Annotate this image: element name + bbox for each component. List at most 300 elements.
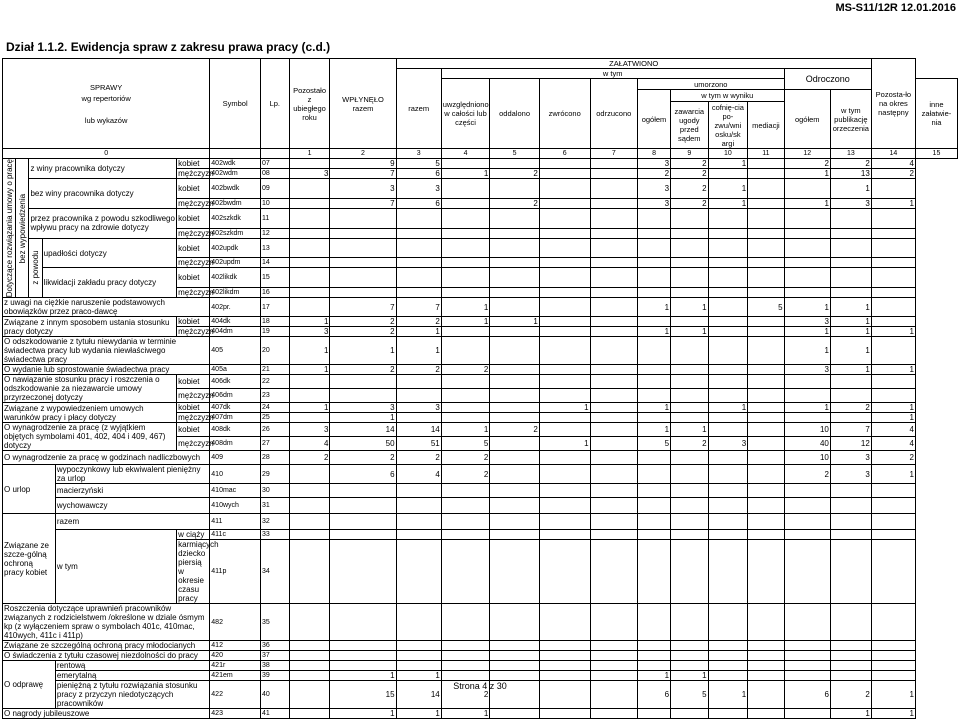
row-symbol: 423 — [210, 709, 261, 719]
row-symbol: 406dm — [210, 389, 261, 403]
row-symbol: 412 — [210, 641, 261, 651]
row-value — [784, 498, 830, 514]
row-label-kobiet: kobiet — [177, 268, 210, 288]
row-value: 2 — [441, 681, 490, 709]
row-value — [871, 641, 915, 651]
row-value — [330, 514, 396, 530]
row-value — [330, 288, 396, 298]
row-value — [637, 268, 670, 288]
row-lp: 07 — [260, 159, 289, 169]
row-value — [784, 375, 830, 389]
row-value — [330, 540, 396, 604]
table-row — [3, 337, 958, 365]
row-value: 3 — [708, 437, 748, 451]
row-lp: 27 — [260, 437, 289, 451]
row-value — [490, 651, 540, 661]
row-value — [330, 530, 396, 540]
header-odrzucono: odrzucono — [590, 79, 637, 149]
row-symbol: 420 — [210, 651, 261, 661]
row-value — [441, 484, 490, 498]
header-wplynelo: WPŁYNĘŁO razem — [330, 59, 396, 149]
row-symbol: 408dm — [210, 437, 261, 451]
row-symbol: 421r — [210, 661, 261, 671]
row-value — [396, 238, 441, 258]
header-zwrocono: zwrócono — [539, 79, 590, 149]
row-value: 4 — [396, 465, 441, 484]
row-value — [748, 651, 784, 661]
row-value — [671, 484, 708, 498]
row-symbol: 402wdm — [210, 169, 261, 179]
row-value — [490, 179, 540, 199]
row-symbol: 411p — [210, 540, 261, 604]
row-value: 1 — [330, 709, 396, 719]
table-row — [3, 365, 958, 375]
row-value — [441, 671, 490, 681]
row-value: 1 — [871, 709, 915, 719]
row-value: 1 — [330, 337, 396, 365]
row-lp: 28 — [260, 451, 289, 465]
row-value — [539, 498, 590, 514]
row-value — [748, 514, 784, 530]
row-value — [748, 159, 784, 169]
row-value — [289, 530, 330, 540]
row-value — [441, 389, 490, 403]
row-value — [539, 288, 590, 298]
row-value: 2 — [871, 169, 915, 179]
row-value — [671, 514, 708, 530]
row-value — [637, 451, 670, 465]
row-value: 1 — [441, 709, 490, 719]
row-value — [590, 671, 637, 681]
row-value: 6 — [396, 198, 441, 208]
row-value — [784, 268, 830, 288]
header-uwzgledniono: uwzględniono w całości lub części — [441, 79, 490, 149]
row-value: 4 — [871, 437, 915, 451]
row-value — [708, 604, 748, 641]
row-value — [539, 198, 590, 208]
row-value — [441, 540, 490, 604]
row-value — [490, 437, 540, 451]
column-number: 0 — [3, 149, 210, 159]
column-number: 6 — [539, 149, 590, 159]
row-value — [784, 208, 830, 228]
header-odroczono: Odroczono — [784, 69, 871, 90]
row-value — [590, 465, 637, 484]
row-value — [748, 327, 784, 337]
row-value — [671, 498, 708, 514]
header-odroczono-ogolem: ogółem — [784, 90, 830, 149]
row-value — [671, 540, 708, 604]
row-lp: 10 — [260, 198, 289, 208]
row-value — [490, 228, 540, 238]
row-value — [539, 337, 590, 365]
table-row — [3, 208, 958, 228]
row-symbol: 402bwdk — [210, 179, 261, 199]
row-value: 15 — [330, 681, 396, 709]
row-symbol: 407dm — [210, 413, 261, 423]
row-value: 1 — [871, 465, 915, 484]
row-value — [590, 540, 637, 604]
row-label-sprostowanie: O wydanie lub sprostowanie świadectwa pracy — [3, 365, 210, 375]
row-value — [830, 641, 871, 651]
row-symbol: 402updk — [210, 238, 261, 258]
row-value — [830, 258, 871, 268]
row-value: 1 — [289, 317, 330, 327]
row-value: 1 — [830, 179, 871, 199]
row-value — [871, 604, 915, 641]
row-label-pieniezna: pieniężną z tytułu rozwiązania stosunku pracy z przyczyn niedotyczących pracowników — [55, 681, 209, 709]
row-value — [539, 484, 590, 498]
header-pozostalo-next: Pozosta-ło na okres następny — [871, 59, 915, 149]
row-value — [330, 641, 396, 651]
row-value — [871, 484, 915, 498]
row-value: 4 — [871, 159, 915, 169]
row-value — [539, 514, 590, 530]
row-value — [490, 327, 540, 337]
row-label-swiadczenia: O świadczenia z tytułu czasowej niezdolności do pracy — [3, 651, 210, 661]
row-value — [671, 317, 708, 327]
row-value — [490, 484, 540, 498]
row-symbol: 402likdk — [210, 268, 261, 288]
row-value — [490, 365, 540, 375]
row-value — [830, 484, 871, 498]
row-value — [708, 451, 748, 465]
row-value — [708, 389, 748, 403]
row-value — [490, 530, 540, 540]
row-value — [637, 258, 670, 268]
row-value: 1 — [637, 423, 670, 437]
row-value — [441, 238, 490, 258]
row-value — [490, 709, 540, 719]
row-symbol: 408dk — [210, 423, 261, 437]
row-value — [871, 337, 915, 365]
row-value — [671, 238, 708, 258]
row-value: 1 — [784, 403, 830, 413]
row-label-kobiet: kobiet — [177, 179, 210, 199]
page-footer: Strona 4 z 30 — [453, 681, 507, 691]
table-row — [3, 498, 958, 514]
row-value — [637, 288, 670, 298]
row-value: 1 — [539, 437, 590, 451]
row-value — [289, 604, 330, 641]
row-value — [289, 288, 330, 298]
row-lp: 08 — [260, 169, 289, 179]
row-value — [441, 375, 490, 389]
row-value — [748, 437, 784, 451]
row-symbol: 411c — [210, 530, 261, 540]
row-value: 1 — [784, 327, 830, 337]
row-value — [830, 288, 871, 298]
row-value — [490, 604, 540, 641]
row-value — [539, 159, 590, 169]
row-value — [748, 403, 784, 413]
row-value — [289, 179, 330, 199]
row-value — [441, 413, 490, 423]
row-value — [784, 288, 830, 298]
row-label-razem: razem — [55, 514, 209, 530]
row-value — [671, 465, 708, 484]
row-value — [830, 413, 871, 423]
row-value — [748, 375, 784, 389]
row-lp: 20 — [260, 337, 289, 365]
row-value — [490, 389, 540, 403]
row-value — [784, 514, 830, 530]
row-value — [871, 268, 915, 288]
row-value: 2 — [396, 451, 441, 465]
row-value: 3 — [396, 403, 441, 413]
row-label-z-uwagi: z uwagi na ciężkie naruszenie podstawowych obowiązków przez praco-dawcę — [3, 298, 210, 317]
row-lp: 17 — [260, 298, 289, 317]
row-value — [289, 298, 330, 317]
row-value — [748, 671, 784, 681]
row-value — [871, 298, 915, 317]
row-label-odprawe: O odprawę — [3, 661, 56, 709]
row-value — [490, 540, 540, 604]
row-lp: 41 — [260, 709, 289, 719]
row-value — [490, 159, 540, 169]
row-value: 9 — [330, 159, 396, 169]
row-value: 5 — [671, 681, 708, 709]
row-value: 4 — [289, 437, 330, 451]
row-value — [590, 530, 637, 540]
row-value — [637, 365, 670, 375]
row-lp: 26 — [260, 423, 289, 437]
row-value — [330, 498, 396, 514]
row-value: 2 — [490, 169, 540, 179]
row-value — [637, 337, 670, 365]
row-value — [289, 198, 330, 208]
row-value: 2 — [671, 159, 708, 169]
row-label-w-tym: w tym — [55, 530, 176, 604]
row-value — [539, 169, 590, 179]
row-value: 6 — [396, 169, 441, 179]
row-value — [396, 375, 441, 389]
row-value: 3 — [330, 179, 396, 199]
row-value — [871, 671, 915, 681]
row-value — [748, 498, 784, 514]
row-value — [708, 671, 748, 681]
row-value: 1 — [784, 198, 830, 208]
row-value — [539, 604, 590, 641]
row-value: 2 — [396, 317, 441, 327]
row-symbol: 402szkdm — [210, 228, 261, 238]
row-value — [590, 258, 637, 268]
row-value — [539, 671, 590, 681]
row-value: 10 — [784, 423, 830, 437]
header-w-tym-wyniku: w tym w wyniku — [671, 90, 785, 102]
row-value — [830, 389, 871, 403]
row-value — [490, 413, 540, 423]
row-value — [590, 651, 637, 661]
row-symbol: 402szkdk — [210, 208, 261, 228]
row-value — [671, 451, 708, 465]
row-lp: 12 — [260, 228, 289, 238]
row-value — [784, 709, 830, 719]
row-value: 3 — [637, 159, 670, 169]
table-row — [3, 375, 958, 389]
row-value — [396, 651, 441, 661]
row-symbol: 404dk — [210, 317, 261, 327]
row-value — [441, 179, 490, 199]
row-value — [748, 423, 784, 437]
row-value: 1 — [830, 317, 871, 327]
row-value — [671, 389, 708, 403]
row-value — [289, 484, 330, 498]
header-umorzono-ogolem: ogółem — [637, 90, 670, 149]
row-label-macierzynski: macierzyński — [55, 484, 209, 498]
row-value — [590, 268, 637, 288]
row-label-kobiet: kobiet — [177, 208, 210, 228]
column-number: 9 — [671, 149, 708, 159]
row-value — [330, 268, 396, 288]
row-value — [671, 337, 708, 365]
row-value — [637, 208, 670, 228]
table-row — [3, 661, 958, 671]
row-lp: 15 — [260, 268, 289, 288]
row-value: 2 — [671, 437, 708, 451]
row-value — [708, 337, 748, 365]
row-symbol: 402updm — [210, 258, 261, 268]
row-lp: 22 — [260, 375, 289, 389]
row-value: 13 — [830, 169, 871, 179]
row-value — [396, 661, 441, 671]
row-value — [748, 228, 784, 238]
row-value: 51 — [396, 437, 441, 451]
row-value — [441, 208, 490, 228]
row-value — [784, 661, 830, 671]
row-value: 1 — [490, 317, 540, 327]
row-value — [748, 208, 784, 228]
row-value — [671, 228, 708, 238]
row-value — [539, 651, 590, 661]
row-value — [671, 365, 708, 375]
row-label-wynagrodzenie: O wynagrodzenie za pracę (z wyjątkiem objętych symbolami 401, 402, 404 i 409, 467) dotyczy — [3, 423, 177, 451]
row-symbol: 411 — [210, 514, 261, 530]
row-value: 1 — [830, 337, 871, 365]
row-value — [396, 641, 441, 651]
row-value — [708, 228, 748, 238]
header-inne: inne załatwie-nia — [915, 79, 957, 149]
row-value — [748, 484, 784, 498]
row-value — [637, 228, 670, 238]
row-value — [708, 258, 748, 268]
row-value — [708, 238, 748, 258]
row-value — [490, 208, 540, 228]
row-symbol: 402bwdm — [210, 198, 261, 208]
row-label-mezczyzn: mężczyzn — [178, 413, 214, 423]
column-number: 15 — [915, 149, 957, 159]
row-value — [490, 238, 540, 258]
row-value: 1 — [830, 298, 871, 317]
row-value: 10 — [784, 451, 830, 465]
row-label-rentowa: rentową — [55, 661, 209, 671]
row-lp: 39 — [260, 671, 289, 681]
header-sprawy: SPRAWY wg repertoriów lub wykazów — [3, 59, 210, 149]
row-value — [590, 327, 637, 337]
row-value — [590, 423, 637, 437]
row-value: 3 — [830, 451, 871, 465]
row-value — [490, 465, 540, 484]
row-label-mezczyzn: mężczyzn — [177, 389, 210, 403]
row-value — [396, 389, 441, 403]
row-value: 1 — [441, 423, 490, 437]
row-value — [441, 641, 490, 651]
row-label-likwidacji: likwidacji zakładu pracy dotyczy — [42, 268, 176, 298]
row-value — [671, 641, 708, 651]
row-value — [539, 179, 590, 199]
row-value: 3 — [330, 403, 396, 413]
row-value: 1 — [637, 403, 670, 413]
row-value — [539, 465, 590, 484]
row-label-nagrody: O nagrody jubileuszowe — [3, 709, 210, 719]
row-value — [441, 498, 490, 514]
row-value: 2 — [830, 159, 871, 169]
row-label-mlodociani: Związane ze szczególną ochroną pracy młodocianych — [3, 641, 210, 651]
row-value — [671, 375, 708, 389]
row-value — [830, 540, 871, 604]
row-label-zwiazane-ochrona: Związane ze szcze-gólną ochroną pracy kobiet — [3, 514, 56, 604]
row-value — [289, 671, 330, 681]
row-value: 2 — [441, 451, 490, 465]
row-value — [830, 514, 871, 530]
row-value — [396, 498, 441, 514]
row-value — [490, 498, 540, 514]
row-value — [830, 268, 871, 288]
row-value — [637, 709, 670, 719]
header-odroczono-publ: w tym publikację orzeczenia — [830, 90, 871, 149]
row-value — [784, 238, 830, 258]
row-value — [441, 198, 490, 208]
row-value: 1 — [830, 327, 871, 337]
row-symbol: 409 — [210, 451, 261, 465]
table-row — [3, 451, 958, 465]
row-value — [539, 641, 590, 651]
row-value: 1 — [784, 169, 830, 179]
row-value — [590, 179, 637, 199]
row-value — [708, 423, 748, 437]
row-value: 3 — [637, 198, 670, 208]
table-row — [3, 159, 958, 169]
row-value: 2 — [330, 327, 396, 337]
row-value — [490, 641, 540, 651]
row-value — [289, 661, 330, 671]
row-value — [708, 709, 748, 719]
row-value — [590, 661, 637, 671]
row-value — [671, 709, 708, 719]
row-symbol: 410 — [210, 465, 261, 484]
row-value — [871, 389, 915, 403]
row-lp: 40 — [260, 681, 289, 709]
row-value — [748, 198, 784, 208]
row-value: 1 — [330, 413, 396, 423]
row-value: 7 — [396, 298, 441, 317]
row-value: 3 — [830, 198, 871, 208]
row-value: 3 — [289, 423, 330, 437]
table-row — [3, 317, 958, 327]
row-value — [708, 465, 748, 484]
row-lp: 31 — [260, 498, 289, 514]
row-lp: 33 — [260, 530, 289, 540]
row-value — [637, 540, 670, 604]
row-value: 2 — [671, 169, 708, 179]
row-value: 1 — [441, 317, 490, 327]
row-value — [784, 530, 830, 540]
row-value: 1 — [708, 159, 748, 169]
row-symbol: 482 — [210, 604, 261, 641]
row-value — [637, 604, 670, 641]
row-value — [637, 498, 670, 514]
row-value — [590, 403, 637, 413]
